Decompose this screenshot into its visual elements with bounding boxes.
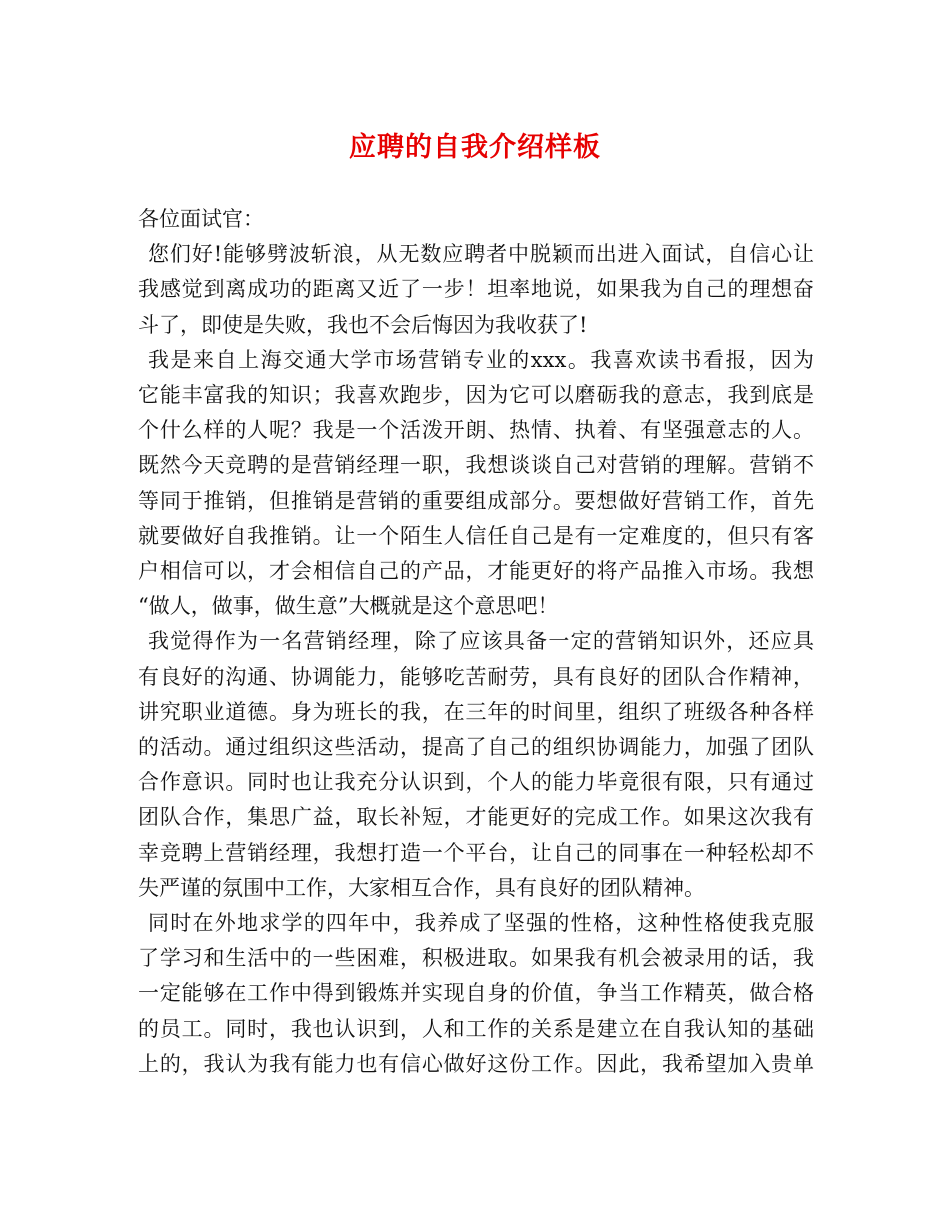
body-line: 我觉得作为一名营销经理，除了应该具备一定的营销知识外，还应具 xyxy=(148,629,814,654)
document-body xyxy=(138,202,814,1082)
salutation-line: 各位面试官： xyxy=(138,207,264,231)
body-line: 我感觉到离成功的距离又近了一步！坦率地说，如果我为自己的理想奋 xyxy=(138,277,814,302)
body-line: 的活动。通过组织这些活动，提高了自己的组织协调能力，加强了团队 xyxy=(138,735,814,760)
body-line: 幸竞聘上营销经理，我想打造一个平台，让自己的同事在一种轻松却不 xyxy=(138,840,814,865)
body-line: 上的，我认为我有能力也有信心做好这份工作。因此，我希望加入贵单 xyxy=(138,1051,814,1076)
body-line: 的员工。同时，我也认识到，人和工作的关系是建立在自我认知的基础 xyxy=(138,1016,814,1041)
body-line: 等同于推销，但推销是营销的重要组成部分。要想做好营销工作，首先 xyxy=(138,488,814,513)
body-line: 就要做好自我推销。让一个陌生人信任自己是有一定难度的，但只有客 xyxy=(138,523,814,548)
document-title: 应聘的自我介绍样板 xyxy=(349,132,601,163)
body-line: 团队合作，集思广益，取长补短，才能更好的完成工作。如果这次我有 xyxy=(138,805,814,830)
body-line: 您们好!能够劈波斩浪，从无数应聘者中脱颖而出进入面试，自信心让 xyxy=(148,242,814,267)
body-line: 斗了，即使是失败，我也不会后悔因为我收获了! xyxy=(138,312,588,337)
body-line: 合作意识。同时也让我充分认识到，个人的能力毕竟很有限，只有通过 xyxy=(138,770,814,795)
body-line: 户相信可以，才会相信自己的产品，才能更好的将产品推入市场。我想 xyxy=(138,559,814,584)
body-line: 个什么样的人呢？我是一个活泼开朗、热情、执着、有坚强意志的人。 xyxy=(138,418,814,443)
body-line: 失严谨的氛围中工作，大家相互合作，具有良好的团队精神。 xyxy=(138,875,705,900)
body-line: 了学习和生活中的一些困难，积极进取。如果我有机会被录用的话，我 xyxy=(138,946,814,971)
body-line: 讲究职业道德。身为班长的我，在三年的时间里，组织了班级各种各样 xyxy=(138,699,814,724)
body-line: 有良好的沟通、协调能力，能够吃苦耐劳，具有良好的团队合作精神， xyxy=(138,664,814,689)
body-line: 我是来自上海交通大学市场营销专业的xxx。我喜欢读书看报，因为 xyxy=(148,347,814,372)
body-line: “做人，做事，做生意”大概就是这个意思吧！ xyxy=(138,594,559,619)
body-line: 它能丰富我的知识；我喜欢跑步，因为它可以磨砺我的意志，我到底是 xyxy=(138,383,814,408)
body-line: 同时在外地求学的四年中，我养成了坚强的性格，这种性格使我克服 xyxy=(148,911,814,936)
body-line: 一定能够在工作中得到锻炼并实现自身的价值，争当工作精英，做合格 xyxy=(138,981,814,1006)
body-line: 既然今天竞聘的是营销经理一职，我想谈谈自己对营销的理解。营销不 xyxy=(138,453,814,478)
